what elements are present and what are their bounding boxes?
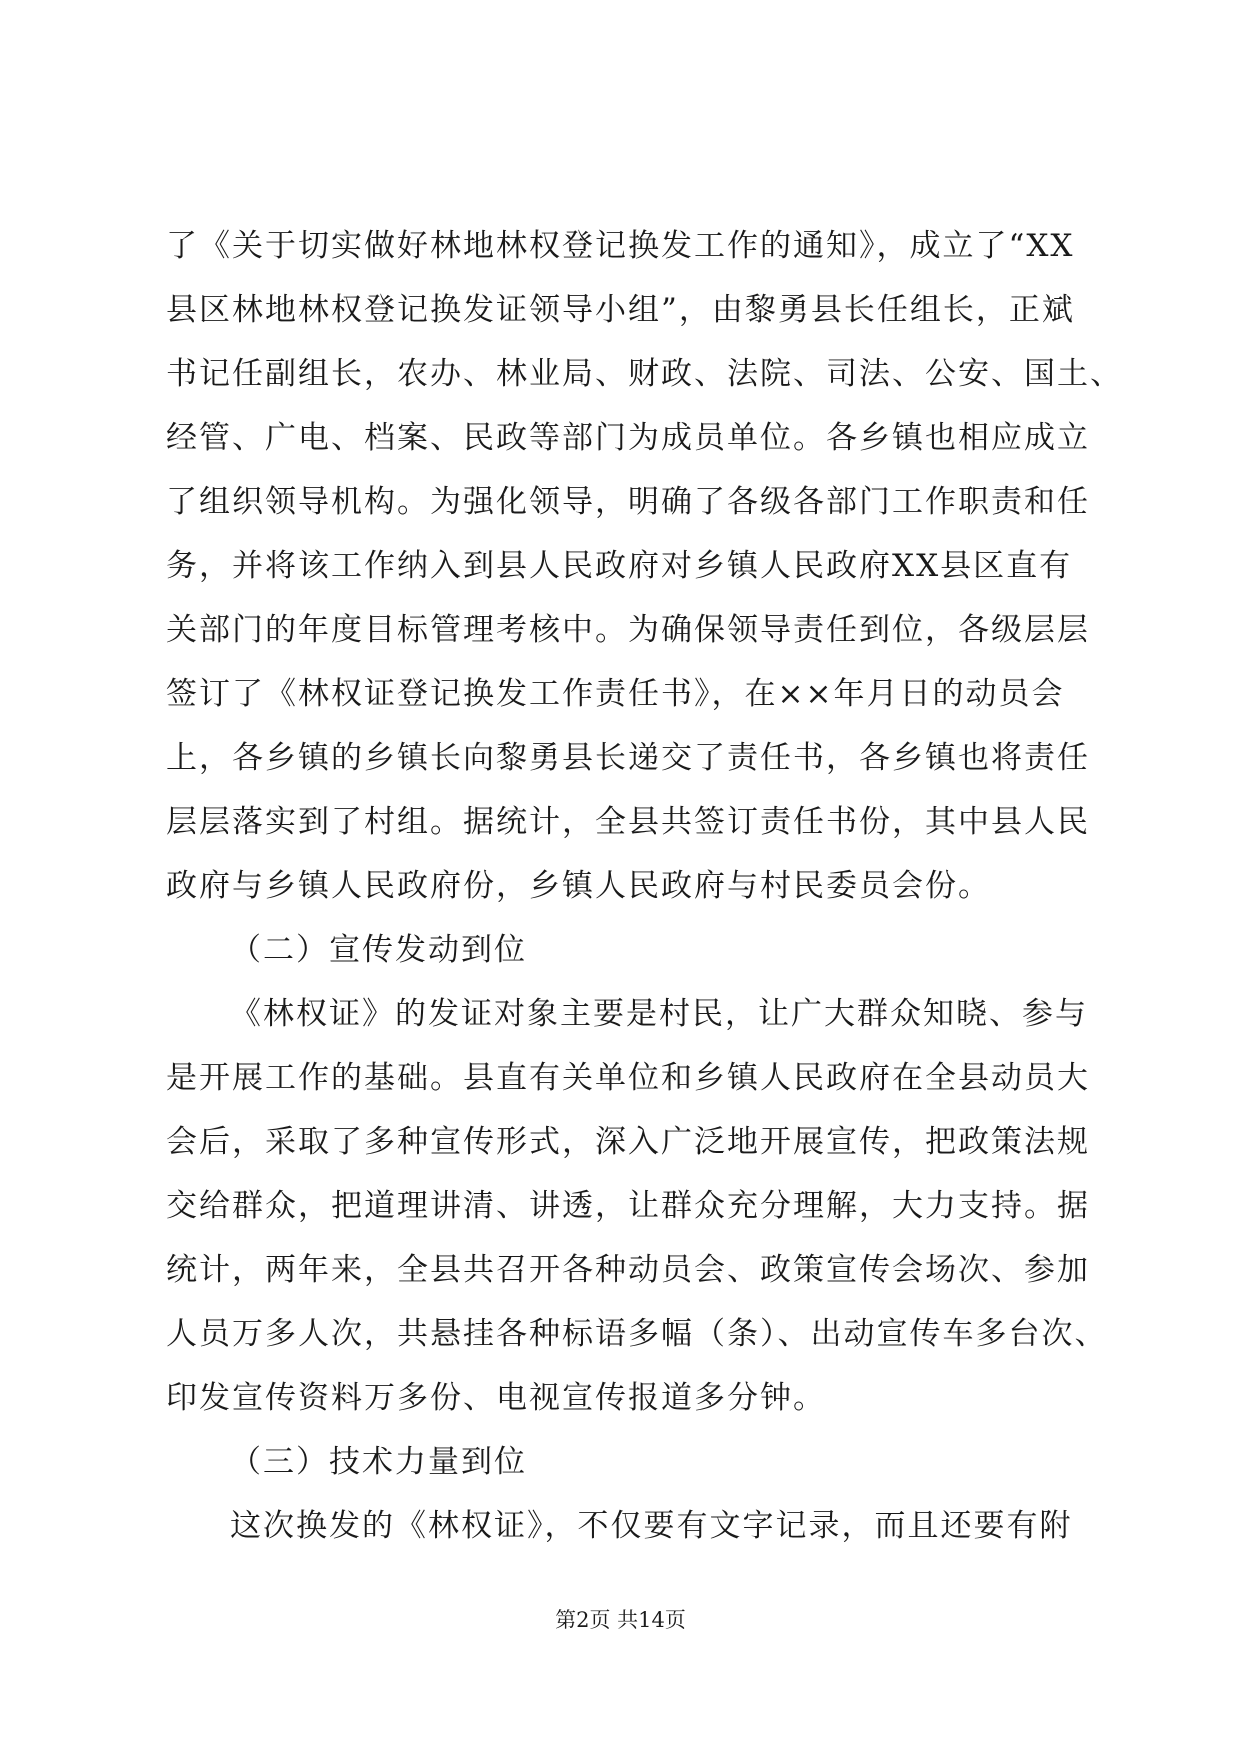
body-text-line: 县区林地林权登记换发证领导小组”，由黎勇县长任组长，正斌 <box>166 292 1075 328</box>
body-text-line: 是开展工作的基础。县直有关单位和乡镇人民政府在全县动员大 <box>166 1060 1090 1096</box>
body-text-line: 上，各乡镇的乡镇长向黎勇县长递交了责任书，各乡镇也将责任 <box>166 740 1090 776</box>
body-text-line: 交给群众，把道理讲清、讲透，让群众充分理解，大力支持。据 <box>166 1188 1090 1224</box>
body-text-line: 人员万多人次，共悬挂各种标语多幅（条）、出动宣传车多台次、 <box>166 1316 1108 1352</box>
body-text-line: 层层落实到了村组。据统计，全县共签订责任书份，其中县人民 <box>166 804 1090 840</box>
body-text-line: 书记任副组长，农办、林业局、财政、法院、司法、公安、国土、 <box>166 356 1123 392</box>
section-heading: （三）技术力量到位 <box>230 1444 527 1480</box>
page-number-footer: 第2页 共14页 <box>555 1608 686 1632</box>
body-text-line: 会后，采取了多种宣传形式，深入广泛地开展宣传，把政策法规 <box>166 1124 1090 1160</box>
section-heading: （二）宣传发动到位 <box>230 932 527 968</box>
body-text-line: 这次换发的《林权证》，不仅要有文字记录，而且还要有附 <box>230 1508 1073 1544</box>
body-text-line: 了组织领导机构。为强化领导，明确了各级各部门工作职责和任 <box>166 484 1090 520</box>
body-text-line: 了《关于切实做好林地林权登记换发工作的通知》，成立了“XX <box>166 228 1075 264</box>
body-text-line: 关部门的年度目标管理考核中。为确保领导责任到位，各级层层 <box>166 612 1090 648</box>
body-text-line: 《林权证》的发证对象主要是村民，让广大群众知晓、参与 <box>230 996 1088 1032</box>
body-text-line: 印发宣传资料万多份、电视宣传报道多分钟。 <box>166 1380 826 1416</box>
body-text-line: 经管、广电、档案、民政等部门为成员单位。各乡镇也相应成立 <box>166 420 1090 456</box>
body-text-line: 务，并将该工作纳入到县人民政府对乡镇人民政府XX县区直有 <box>166 548 1073 584</box>
body-text-line: 政府与乡镇人民政府份，乡镇人民政府与村民委员会份。 <box>166 868 991 904</box>
body-text-line: 统计，两年来，全县共召开各种动员会、政策宣传会场次、参加 <box>166 1252 1090 1288</box>
body-text-line: 签订了《林权证登记换发工作责任书》，在××年月日的动员会 <box>166 676 1065 712</box>
